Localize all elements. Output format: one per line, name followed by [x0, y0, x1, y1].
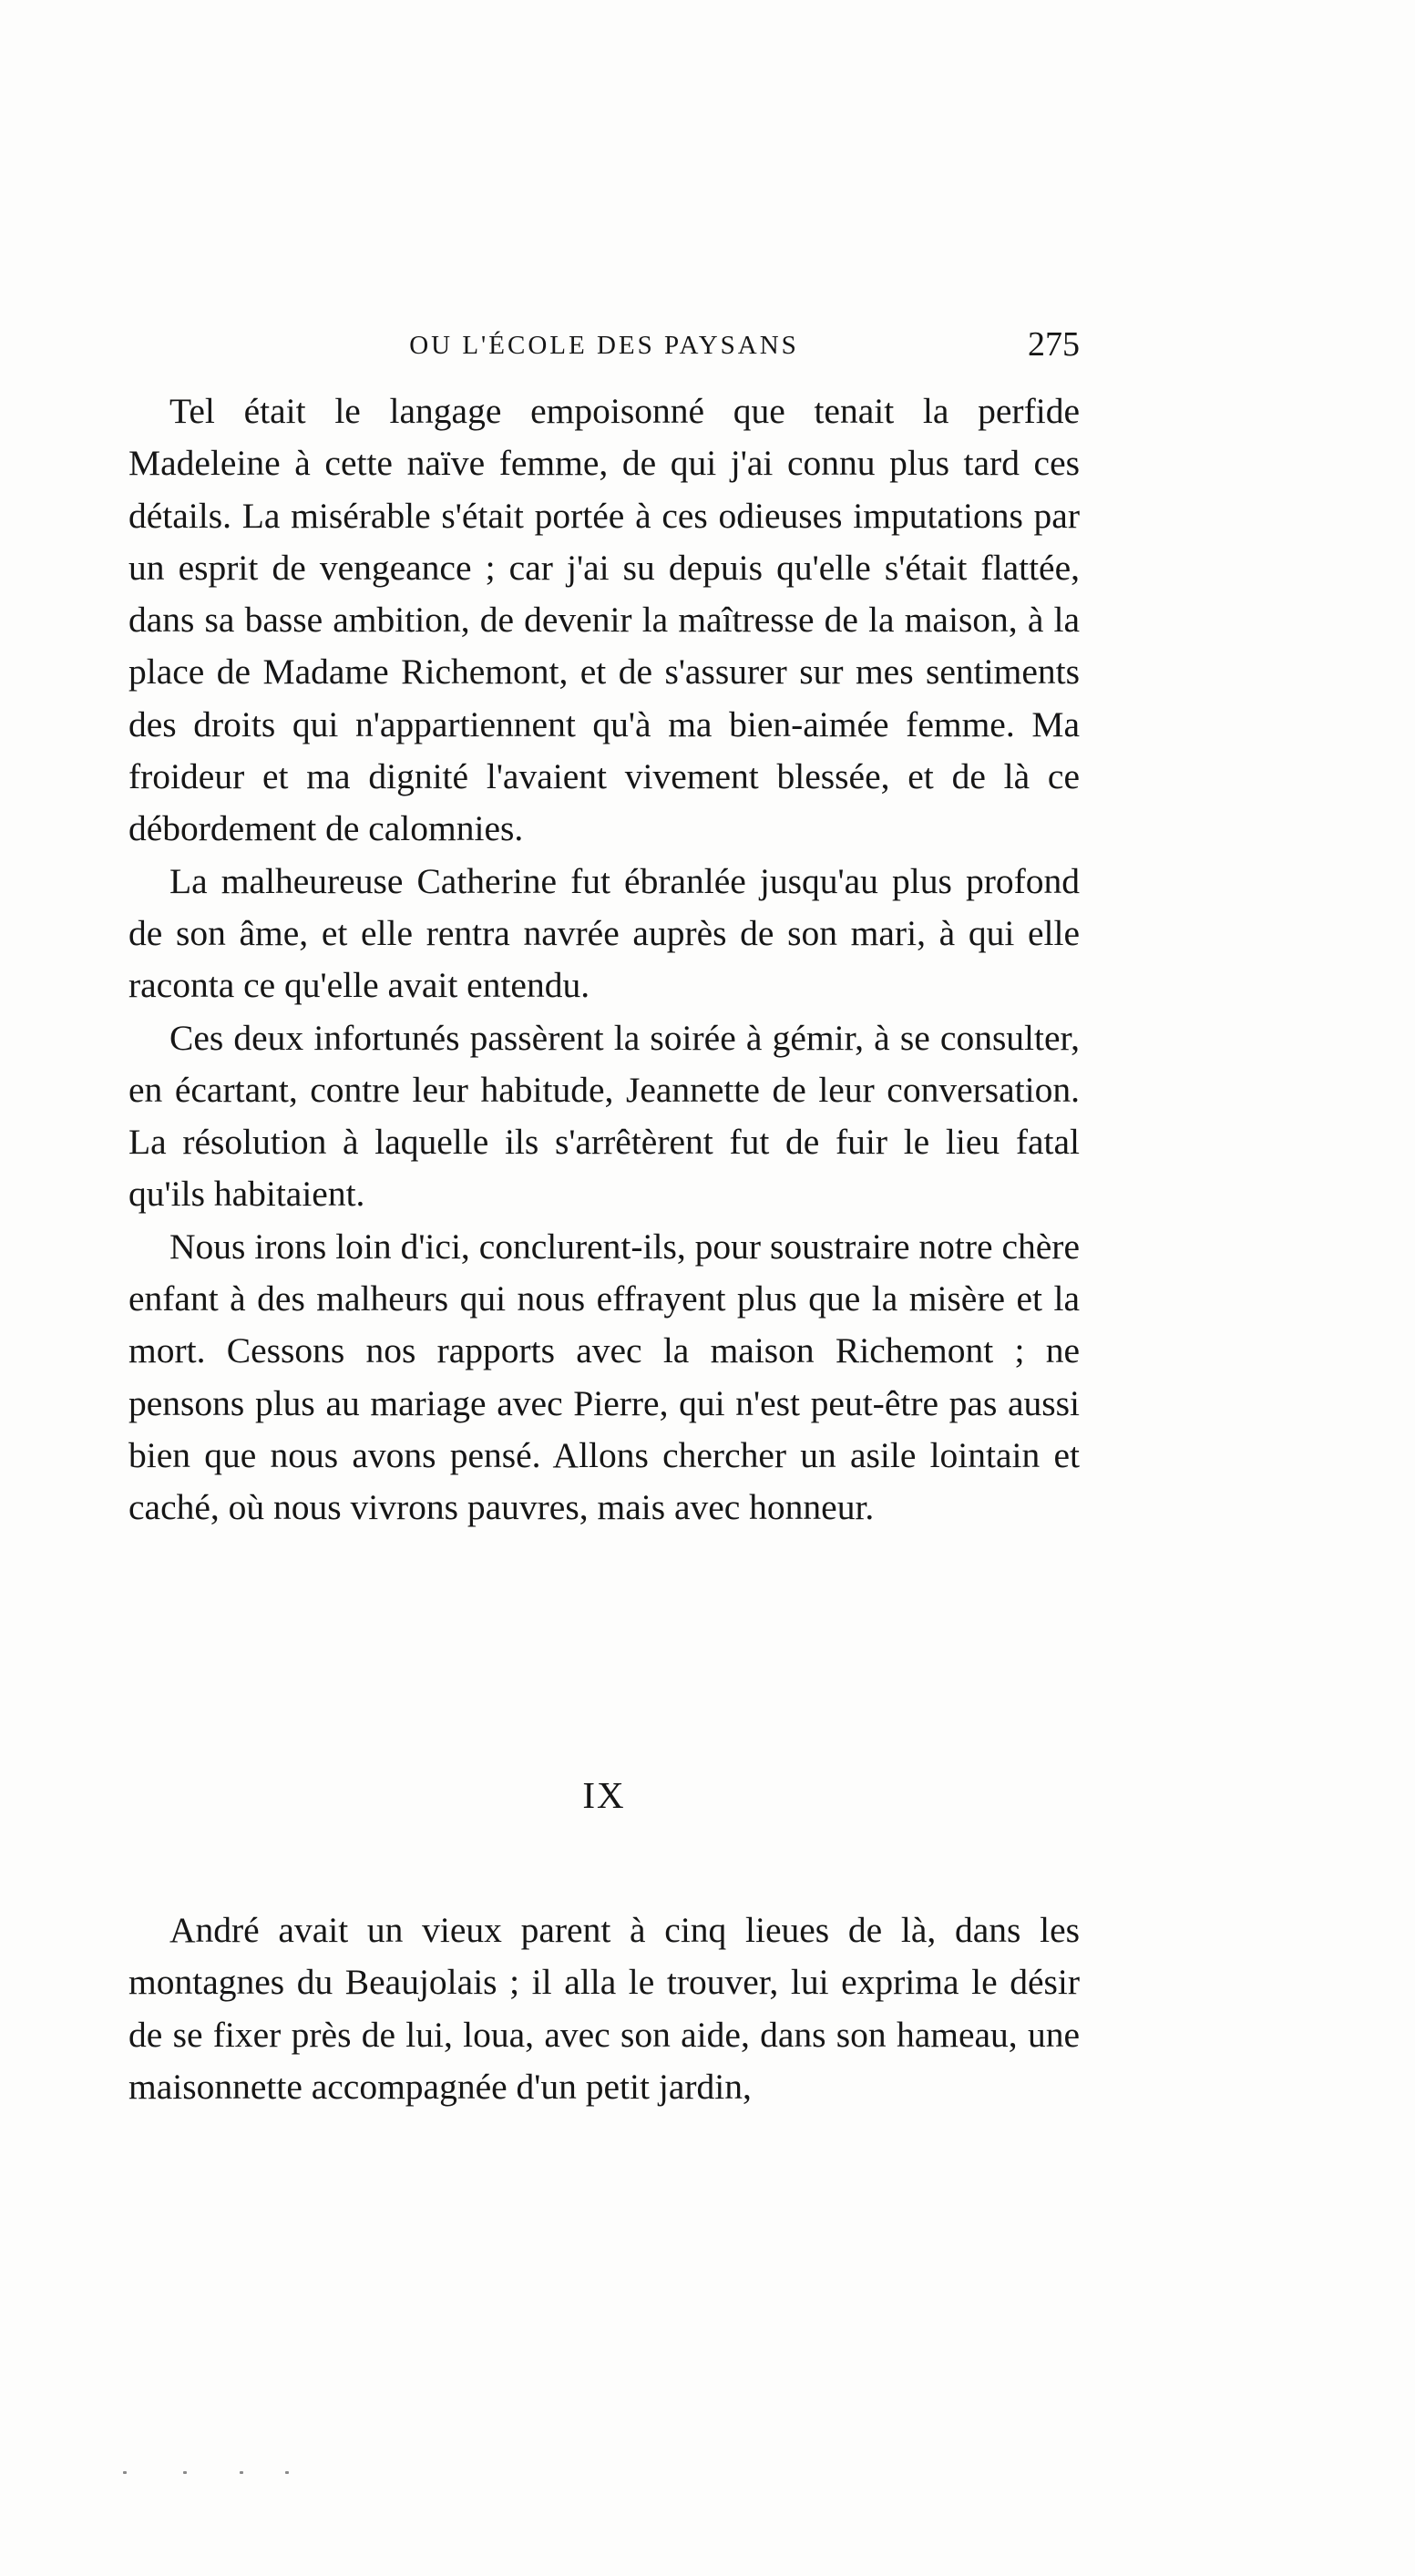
running-head — [128, 323, 1080, 367]
body-text — [128, 385, 1080, 1534]
speck — [285, 2471, 289, 2474]
paragraph: La malheureuse Catherine fut ébranlée jusqu'au plus profond de son âme, et elle rentra navrée auprès de son mari, à qui elle raconta ce qu'elle avait entendu. — [128, 860, 1080, 1006]
running-title: OU L'ÉCOLE DES PAYSANS — [409, 331, 799, 360]
speck — [123, 2471, 127, 2474]
paragraph: Ces deux infortunés passèrent la soirée à gémir, à se consulter, en écartant, contre leur habitude, Jeannette de leur conversation. La résolution à laquelle ils s'arrêtèrent fut de fuir le lieu fatal qu'ils habitaient. — [128, 1017, 1080, 1215]
paragraph: Nous irons loin d'ici, conclurent-ils, pour soustraire notre chère enfant à des malheurs qui nous effrayent plus que la misère et la mort. Cessons nos rapports avec la maison Richemont ; ne pensons plus au mariage avec Pierre, qui n'est peut-être pas aussi bien que nous avons pensé. Allons chercher un asile lointain et caché, où nous vivrons pauvres, mais avec honneur. — [128, 1226, 1080, 1528]
chapter-body-text — [128, 1904, 1080, 2113]
paragraph: André avait un vieux parent à cinq lieues de là, dans les montagnes du Beaujolais ; il alla le trouver, lui exprima le désir de se fixer près de lui, loua, avec son aide, dans son hameau, une maisonnette accompagnée d'un petit jardin, — [128, 1910, 1080, 2107]
page-number: 275 — [1028, 325, 1080, 364]
chapter-heading: IX — [582, 1774, 626, 1816]
print-specks — [123, 2471, 323, 2479]
paragraph: Tel était le langage empoisonné que tenait la perfide Madeleine à cette naïve femme, de qui j'ai connu plus tard ces détails. La misérable s'était portée à ces odieuses imputations par un esprit de vengeance ; car j'ai su depuis qu'elle s'était flattée, dans sa basse ambition, de devenir la maîtresse de la maison, à la place de Madame Richemont, et de s'assurer sur mes sentiments des droits qui n'appartiennent qu'à ma bien-aimée femme. Ma froideur et ma dignité l'avaient vivement blessée, et de là ce débordement de calomnies. — [128, 391, 1080, 849]
speck — [183, 2471, 187, 2474]
speck — [240, 2471, 243, 2474]
